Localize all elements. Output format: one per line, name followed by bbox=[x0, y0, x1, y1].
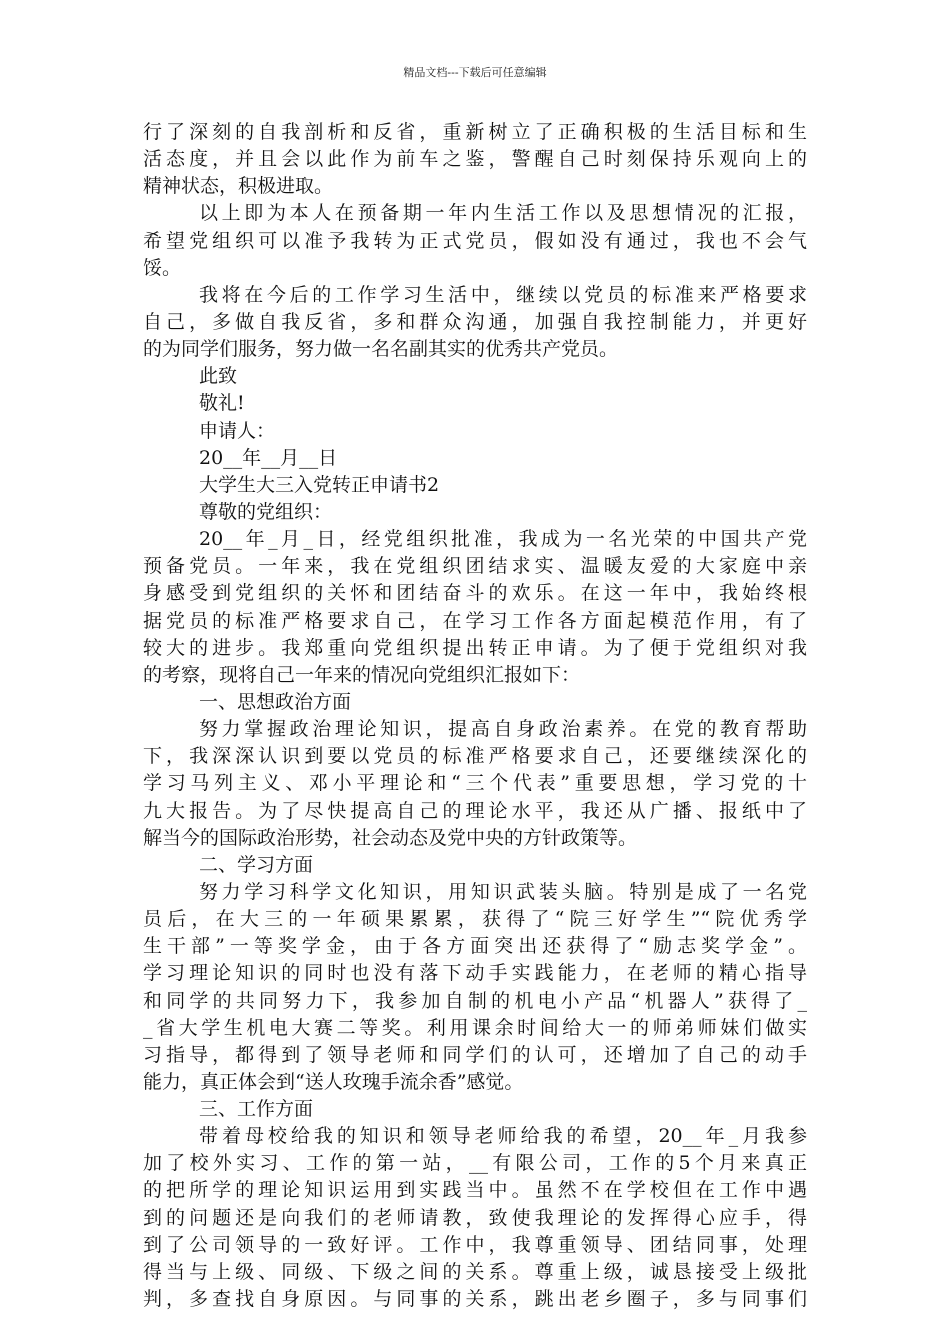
text-line: 努力学习科学文化知识，用知识武装头脑。特别是成了一名党 bbox=[199, 880, 807, 903]
document-body bbox=[143, 119, 807, 1313]
text-line: 习指导，都得到了领导老师和同学们的认可，还增加了自己的动手 bbox=[143, 1043, 807, 1066]
text-line: 得当与上级、同级、下级之间的关系。尊重上级，诚恳接受上级批 bbox=[143, 1260, 807, 1283]
text-line: 一、思想政治方面 bbox=[199, 690, 352, 713]
text-line: 判，多查找自身原因。与同事的关系，跳出老乡圈子，多与同事们 bbox=[143, 1288, 807, 1311]
text-line: 学习马列主义、邓小平理论和“三个代表”重要思想，学习党的十 bbox=[143, 772, 807, 795]
text-line: 生干部”一等奖学金，由于各方面突出还获得了“励志奖学金”。 bbox=[143, 935, 807, 958]
text-line: 预备党员。一年来，我在党组织团结求实、温暖友爱的大家庭中亲 bbox=[143, 555, 807, 578]
text-line: 希望党组织可以准予我转为正式党员，假如没有通过，我也不会气 bbox=[143, 229, 807, 252]
text-line: 大学生大三入党转正申请书2 bbox=[199, 473, 440, 496]
text-line: 带着母校给我的知识和领导老师给我的希望，20__年_月我参 bbox=[199, 1125, 807, 1148]
text-line: 的考察，现将自己一年来的情况向党组织汇报如下： bbox=[143, 663, 581, 686]
text-line: 和同学的共同努力下，我参加自制的机电小产品“机器人”获得了_ bbox=[143, 989, 807, 1012]
page-header: 精品文档---下载后可任意编辑 bbox=[403, 66, 547, 79]
text-line: 敬礼! bbox=[199, 392, 245, 415]
text-line: 学习理论知识的同时也没有落下动手实践能力，在老师的精心指导 bbox=[143, 962, 807, 985]
text-line: 到了公司领导的一致好评。工作中，我尊重领导、团结同事，处理 bbox=[143, 1233, 807, 1256]
text-line: 员后，在大三的一年硕果累累，获得了“院三好学生”“院优秀学 bbox=[143, 908, 807, 931]
text-line: 的把所学的理论知识运用到实践当中。虽然不在学校但在工作中遇 bbox=[143, 1179, 807, 1202]
text-line: 加了校外实习、工作的第一站，__有限公司，工作的5个月来真正 bbox=[143, 1152, 807, 1175]
text-line: 我将在今后的工作学习生活中，继续以党员的标准来严格要求 bbox=[199, 283, 807, 306]
text-line: 三、工作方面 bbox=[199, 1098, 314, 1121]
text-line: 申请人： bbox=[199, 419, 276, 442]
text-line: 下，我深深认识到要以党员的标准严格要求自己，还要继续深化的 bbox=[143, 745, 807, 768]
text-line: 身感受到党组织的关怀和团结奋斗的欢乐。在这一年中，我始终根 bbox=[143, 582, 807, 605]
text-line: 尊敬的党组织： bbox=[199, 500, 333, 523]
text-line: _省大学生机电大赛二等奖。利用课余时间给大一的师弟师妹们做实 bbox=[143, 1016, 807, 1039]
text-line: 九大报告。为了尽快提高自己的理论水平，我还从广播、报纸中了 bbox=[143, 799, 807, 822]
text-line: 解当今的国际政治形势，社会动态及党中央的方针政策等。 bbox=[143, 826, 638, 849]
text-line: 20__年_月_日，经党组织批准，我成为一名光荣的中国共产党 bbox=[199, 528, 807, 551]
text-line: 二、学习方面 bbox=[199, 853, 314, 876]
text-line: 较大的进步。我郑重向党组织提出转正申请。为了便于党组织对我 bbox=[143, 636, 807, 659]
text-line: 精神状态，积极进取。 bbox=[143, 175, 334, 198]
text-line: 此致 bbox=[199, 365, 238, 388]
text-line: 20__年__月__日 bbox=[199, 446, 338, 469]
text-line: 活态度，并且会以此作为前车之鉴，警醒自己时刻保持乐观向上的 bbox=[143, 148, 807, 171]
text-line: 自己，多做自我反省，多和群众沟通，加强自我控制能力，并更好 bbox=[143, 310, 807, 333]
text-line: 到的问题还是向我们的老师请教，致使我理论的发挥得心应手，得 bbox=[143, 1206, 807, 1229]
text-line: 能力，真正体会到“送人玫瑰手流余香”感觉。 bbox=[143, 1070, 524, 1093]
text-line: 据党员的标准严格要求自己，在学习工作各方面起模范作用，有了 bbox=[143, 609, 807, 632]
text-line: 馁。 bbox=[143, 256, 182, 279]
text-line: 努力掌握政治理论知识，提高自身政治素养。在党的教育帮助 bbox=[199, 718, 807, 741]
text-line: 行了深刻的自我剖析和反省，重新树立了正确积极的生活目标和生 bbox=[143, 121, 807, 143]
text-line: 的为同学们服务，努力做一名名副其实的优秀共产党员。 bbox=[143, 338, 619, 361]
text-line: 以上即为本人在预备期一年内生活工作以及思想情况的汇报， bbox=[199, 202, 807, 225]
